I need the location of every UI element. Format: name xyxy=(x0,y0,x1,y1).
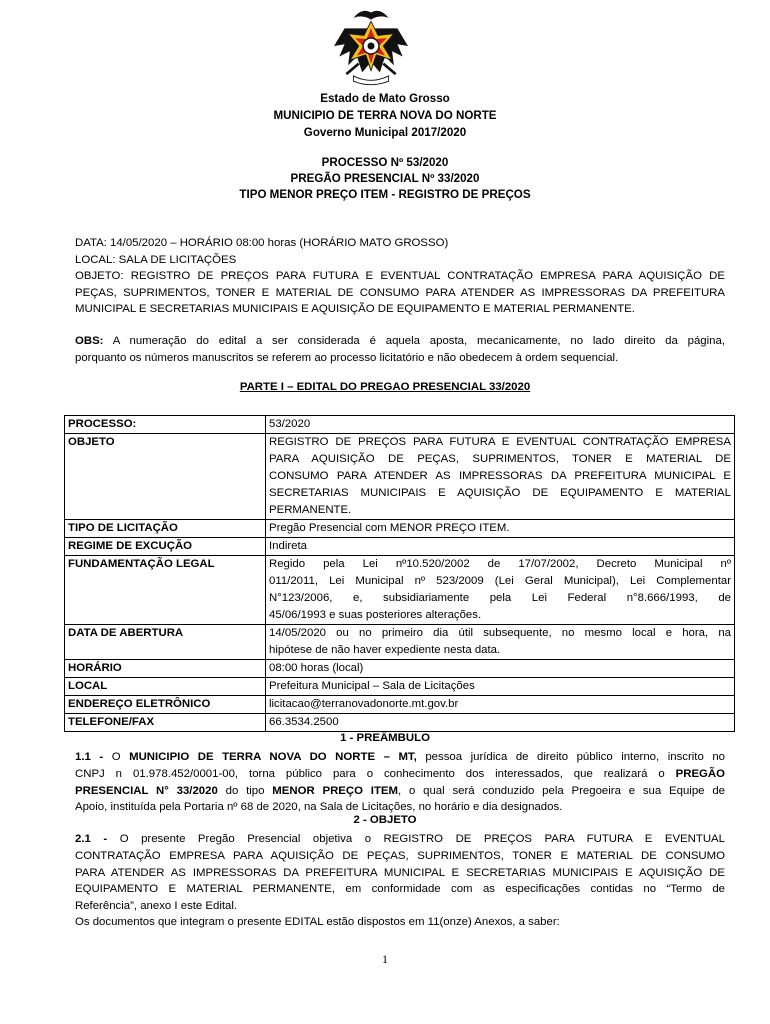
objeto-section-line-3: PARA ATENDER AS IMPRESSORAS DA PREFEITURA MUNICIPAL E SECRETARIAS MUNICIPAIS E AQUISIÇÃO DE xyxy=(75,867,725,879)
row-key: HORÁRIO xyxy=(65,660,266,678)
local-line: LOCAL: SALA DE LICITAÇÕES xyxy=(75,254,237,266)
preambulo-text: CNPJ n 01.978.452/0001-00, torna público para o conhecimento dos interessados, que realizará o xyxy=(75,768,676,780)
process-number: PROCESSO Nº 53/2020 xyxy=(321,156,449,169)
objeto-section-line-1 xyxy=(75,830,725,848)
objeto-section-line-2: CONTRATAÇÃO EMPRESA PARA AQUISIÇÃO DE PEÇAS, SUPRIMENTOS, TONER E MATERIAL DE CONSUMO xyxy=(75,850,725,862)
row-value-line: PARA AQUISIÇÃO DE PEÇAS, SUPRIMENTOS, TONER E MATERIAL DE xyxy=(269,453,731,465)
page-number: 1 xyxy=(382,952,388,966)
row-value-line: 45/06/1993 e suas posteriores alterações. xyxy=(269,609,482,621)
row-value-line: Regido pela Lei nº10.520/2002 de 17/07/2002, Decreto Municipal nº xyxy=(269,558,731,570)
type-ref: MENOR PREÇO ITEM xyxy=(272,785,398,797)
row-key: FUNDAMENTAÇÃO LEGAL xyxy=(65,556,266,625)
municipality-ref: MUNICIPIO DE TERRA NOVA DO NORTE – MT, xyxy=(129,751,417,763)
table-row xyxy=(65,696,735,714)
objeto-section-line-5: Referência”, anexo I este Edital. xyxy=(75,900,238,912)
pregao-ref: PRESENCIAL N° 33/2020 xyxy=(75,785,218,797)
government-term: Governo Municipal 2017/2020 xyxy=(303,126,467,139)
clause-number: 2.1 - xyxy=(75,833,120,845)
row-value-line: PERMANENTE. xyxy=(269,504,352,516)
objeto-line-3: MUNICIPAL E SECRETARIAS MUNICIPAIS E AQUISIÇÃO DE EQUIPAMENTO E MATERIAL PERMANENTE. xyxy=(75,303,635,315)
objeto-section-line-4: EQUIPAMENTO E MATERIAL PERMANENTE, em conformidade com as especificações contidas no “Termo de xyxy=(75,883,725,895)
row-value xyxy=(266,520,735,538)
table-row xyxy=(65,416,735,434)
table-row xyxy=(65,714,735,732)
row-value xyxy=(266,538,735,556)
objeto-title: 2 - OBJETO xyxy=(353,814,417,826)
objeto-line-2: PEÇAS, SUPRIMENTOS, TONER E MATERIAL DE CONSUMO PARA ATENDER AS IMPRESSORAS DA PREFEITURA xyxy=(75,287,725,299)
row-key: REGIME DE EXCUÇÃO xyxy=(65,538,266,556)
procurement-type: TIPO MENOR PREÇO ITEM - REGISTRO DE PREÇOS xyxy=(239,188,531,201)
table-row xyxy=(65,520,735,538)
preambulo-title: 1 - PREÂMBULO xyxy=(340,732,430,744)
row-value-line: SECRETARIAS MUNICIPAIS E AQUISIÇÃO DE EQUIPAMENTO E MATERIAL xyxy=(269,487,731,499)
table-row xyxy=(65,660,735,678)
date-line: DATA: 14/05/2020 – HORÁRIO 08:00 horas (HORÁRIO MATO GROSSO) xyxy=(75,237,449,249)
table-row xyxy=(65,625,735,660)
pregao-ref: PREGÃO xyxy=(675,768,725,780)
process-info-table xyxy=(64,415,735,732)
preambulo-text: , o qual será conduzido pela Pregoeira e sua Equipe de xyxy=(398,785,725,797)
row-value-line: Prefeitura Municipal – Sala de Licitações xyxy=(269,680,475,692)
row-value-line: CONSUMO PARA ATENDER AS IMPRESSORAS DA PREFEITURA MUNICIPAL E xyxy=(269,470,731,482)
table-row xyxy=(65,538,735,556)
row-value-line: 08:00 horas (local) xyxy=(269,662,364,674)
preambulo-text: O xyxy=(111,751,130,763)
table-row xyxy=(65,556,735,625)
clause-number: 1.1 - xyxy=(75,751,112,763)
row-value-line: Indireta xyxy=(269,540,307,552)
table-row xyxy=(65,678,735,696)
row-value xyxy=(266,434,735,520)
row-value-line: N°123/2006, e, subsidiariamente pela Lei Federal n°8.666/1993, de xyxy=(269,592,731,604)
obs-text-1: A numeração do edital a ser considerada é aquela aposta, mecanicamente, no lado direito da página, xyxy=(103,335,725,347)
row-key: PROCESSO: xyxy=(65,416,266,434)
row-value xyxy=(266,416,735,434)
obs-label: OBS: xyxy=(75,335,104,347)
row-value-line: hipótese de não haver expediente nesta data. xyxy=(269,644,501,656)
preambulo-line-2 xyxy=(75,765,725,783)
row-value-line: Pregão Presencial com MENOR PREÇO ITEM. xyxy=(269,522,510,534)
row-value-line: REGISTRO DE PREÇOS PARA FUTURA E EVENTUAL CONTRATAÇÃO EMPRESA xyxy=(269,436,731,448)
row-value-line: 53/2020 xyxy=(269,418,311,430)
row-value xyxy=(266,556,735,625)
row-value-line: 14/05/2020 ou no primeiro dia útil subsequente, no mesmo local e hora, na xyxy=(269,627,731,639)
row-key: TIPO DE LICITAÇÃO xyxy=(65,520,266,538)
phone-number: 66.3534.2500 xyxy=(269,716,339,728)
row-key: DATA DE ABERTURA xyxy=(65,625,266,660)
row-value xyxy=(266,625,735,660)
state-name: Estado de Mato Grosso xyxy=(320,92,450,105)
row-key: TELEFONE/FAX xyxy=(65,714,266,732)
row-key: ENDEREÇO ELETRÔNICO xyxy=(65,696,266,714)
obs-line-2: porquanto os números manuscritos se referem ao processo licitatório e não obedecem à ordem sequencial. xyxy=(75,352,619,364)
objeto-text: O presente Pregão Presencial objetiva o REGISTRO DE PREÇOS PARA FUTURA E EVENTUAL xyxy=(119,833,725,845)
obs-line-1 xyxy=(75,332,725,350)
row-value xyxy=(266,660,735,678)
preambulo-line-4: Apoio, instituída pela Portaria nº 68 de 2020, na Sala de Licitações, no horário e dia designados. xyxy=(75,801,563,813)
municipal-crest-icon xyxy=(327,2,415,90)
preambulo-line-1 xyxy=(75,748,725,766)
row-key: LOCAL xyxy=(65,678,266,696)
row-key: OBJETO xyxy=(65,434,266,520)
objeto-section-line-6: Os documentos que integram o presente EDITAL estão dispostos em 11(onze) Anexos, a saber: xyxy=(75,916,560,928)
pregao-number: PREGÃO PRESENCIAL Nº 33/2020 xyxy=(290,172,480,185)
row-value xyxy=(266,714,735,732)
preambulo-text: pessoa jurídica de direito público interno, inscrito no xyxy=(416,751,725,763)
municipality-name: MUNICIPIO DE TERRA NOVA DO NORTE xyxy=(273,109,497,122)
row-value xyxy=(266,678,735,696)
part-title: PARTE I – EDITAL DO PREGAO PRESENCIAL 33/2020 xyxy=(239,381,531,393)
row-value-line: 011/2011, Lei Municipal nº 523/2009 (Lei Geral Municipal), Lei Complementar xyxy=(269,575,731,587)
row-value xyxy=(266,696,735,714)
table-row xyxy=(65,434,735,520)
preambulo-text: do tipo xyxy=(217,785,273,797)
objeto-line-1: OBJETO: REGISTRO DE PREÇOS PARA FUTURA E EVENTUAL CONTRATAÇÃO EMPRESA PARA AQUISIÇÃO DE xyxy=(75,270,725,282)
email-address: licitacao@terranovadonorte.mt.gov.br xyxy=(269,698,459,710)
